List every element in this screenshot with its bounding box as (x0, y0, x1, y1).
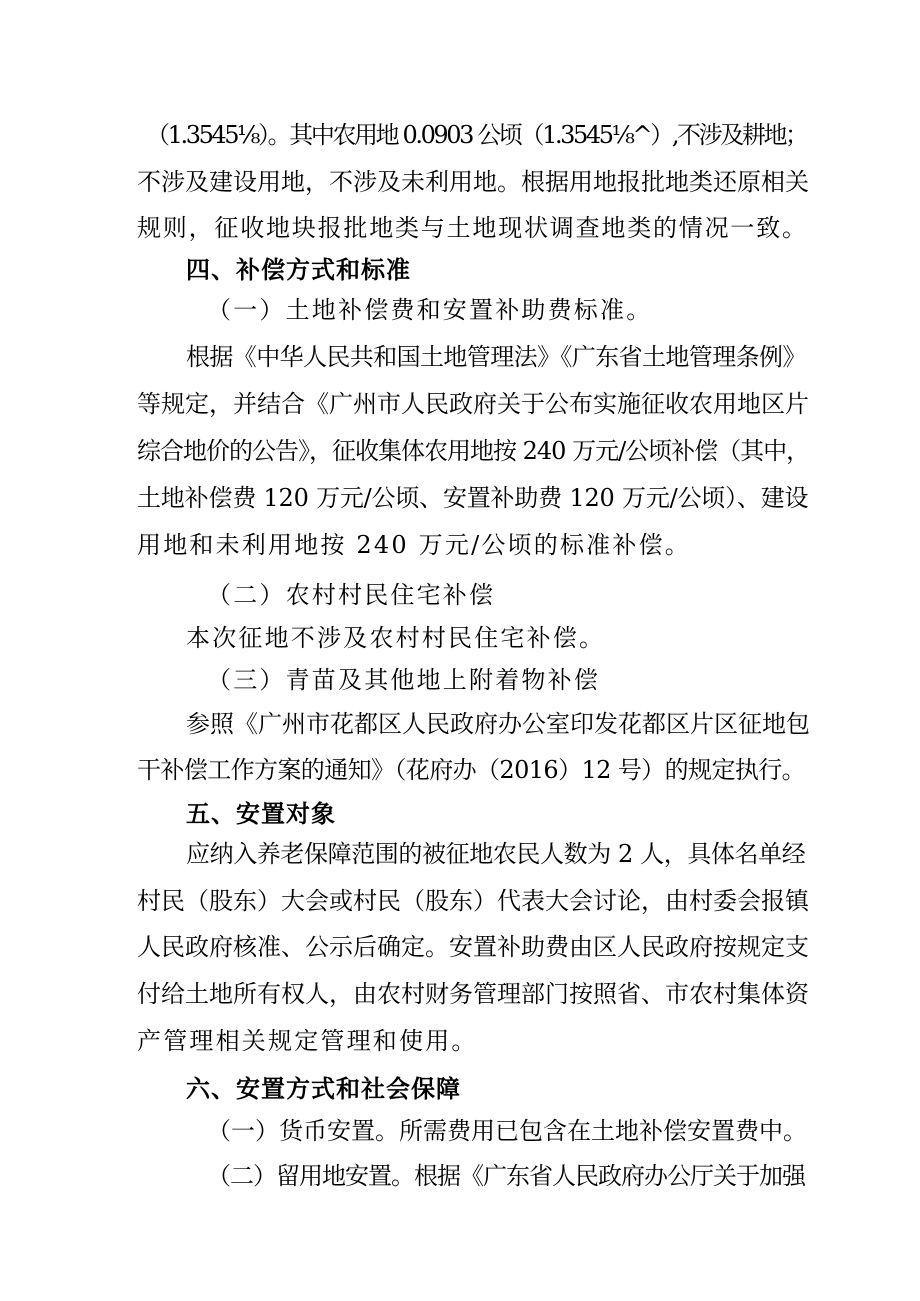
subsection-heading-text: （二）留用地安置。根据《广东省人民政府办公厅关于加强 (207, 1162, 805, 1190)
subsection-heading (0, 286, 920, 334)
section-heading-text: 四、补偿方式和标准 (186, 256, 411, 284)
line-text: 土地补偿费 120 万元/公顷、安置补助费 120 万元/公顷）、建设 (137, 484, 809, 512)
line-text: 等规定，并结合《广州市人民政府关于公布实施征收农用地区片 (137, 390, 809, 418)
line-text: 干补偿工作方案的通知》（花府办（2016）12 号）的规定执行。 (137, 756, 806, 784)
paragraph-line (0, 521, 920, 569)
line-text: 村民（股东）大会或村民（股东）代表大会讨论，由村委会报镇 (137, 887, 809, 915)
line-text: 本次征地不涉及农村村民住宅补偿。 (186, 624, 606, 652)
line-text: 综合地价的公告》，征收集体农用地按 240 万元/公顷补偿（其中， (137, 437, 810, 465)
subsection-heading-text: （一）土地补偿费和安置补助费标准。 (207, 296, 653, 324)
line-text: 产管理相关规定管理和使用。 (137, 1027, 478, 1055)
paragraph-line (0, 746, 920, 794)
paragraph-line (0, 111, 920, 159)
subsection-heading (0, 1107, 920, 1155)
paragraph-line (0, 427, 920, 475)
paragraph-line (0, 700, 920, 748)
paragraph-line (0, 970, 920, 1018)
section-heading-text: 五、安置对象 (186, 800, 336, 828)
section-heading-text: 六、安置方式和社会保障 (186, 1075, 461, 1103)
line-text: 规则，征收地块报批地类与土地现状调查地类的情况一致。 (137, 214, 808, 242)
line-text: 参照《广州市花都区人民政府办公室印发花都区片区征地包 (186, 710, 810, 738)
paragraph-line (0, 158, 920, 206)
paragraph-line (0, 830, 920, 878)
subsection-heading (0, 656, 920, 704)
line-text: 根据《中华人民共和国土地管理法》《广东省土地管理条例》 (186, 343, 806, 371)
subsection-heading (0, 1152, 920, 1200)
paragraph-line (0, 204, 920, 252)
line-text: 付给土地所有权人，由农村财务管理部门按照省、市农村集体资 (137, 980, 809, 1008)
subsection-heading-text: （三）青苗及其他地上附着物补偿 (207, 666, 600, 694)
subsection-heading (0, 571, 920, 619)
line-text: 人民政府核准、公示后确定。安置补助费由区人民政府按规定支 (137, 933, 809, 961)
line-text: 不涉及建设用地，不涉及未利用地。根据用地报批地类还原相关 (137, 168, 809, 196)
paragraph-line (0, 333, 920, 381)
paragraph-line (0, 380, 920, 428)
subsection-heading-text: （一）货币安置。所需费用已包含在土地补偿安置费中。 (207, 1117, 807, 1145)
line-text: 应纳入养老保障范围的被征地农民人数为 2 人，具体名单经 (186, 840, 806, 868)
line-text: （1.3545⅛）。其中农用地 0.0903 公顷（1.3545⅛^）,不涉及耕地； (146, 121, 807, 149)
paragraph-line (0, 923, 920, 971)
paragraph-line (0, 1017, 920, 1065)
paragraph-line (0, 474, 920, 522)
subsection-heading-text: （二）农村村民住宅补偿 (207, 581, 496, 609)
paragraph-line (0, 877, 920, 925)
paragraph-line (0, 614, 920, 662)
section-heading (0, 1065, 920, 1113)
line-text: 用地和未利用地按 240 万元/公顷的标准补偿。 (137, 531, 691, 559)
